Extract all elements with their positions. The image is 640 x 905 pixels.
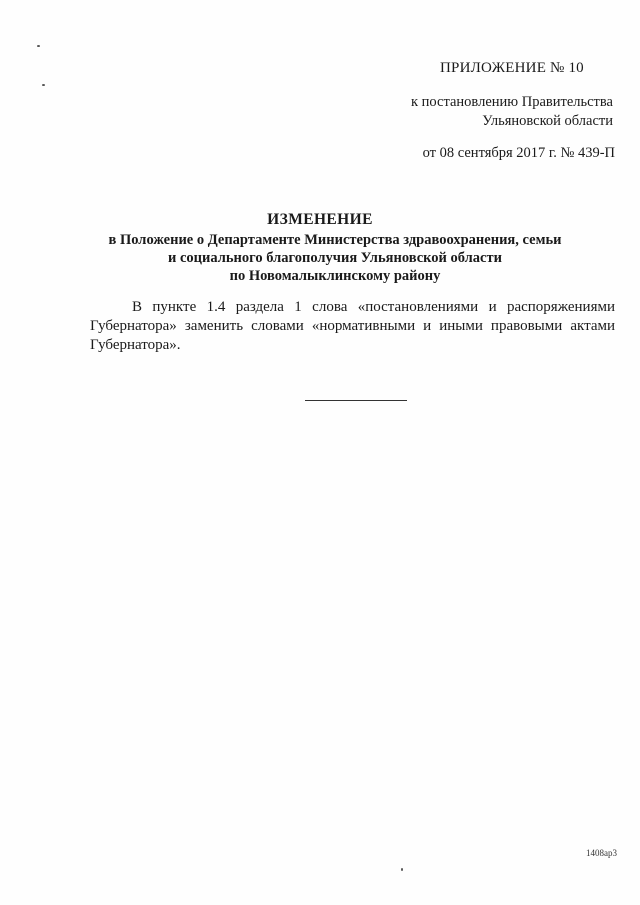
subtitle-line: и социального благополучия Ульяновской области [168,250,502,266]
appendix-label: ПРИЛОЖЕНИЕ № 10 [440,60,584,76]
resolution-line: Ульяновской области [482,113,613,129]
resolution-line: к постановлению Правительства [411,94,613,110]
scan-speck [37,45,40,47]
document-subtitle [100,231,570,285]
subtitle-line: по Новомалыклинскому району [229,268,441,284]
subtitle-line: в Положение о Департаменте Министерства здравоохранения, семьи [108,232,562,248]
scan-speck [401,868,403,871]
resolution-date: от 08 сентября 2017 г. № 439-П [422,145,615,161]
body-paragraph: В пункте 1.4 раздела 1 слова «постановлениями и распоряжениями Губернатора» заменить словами «нормативными и иными правовыми актами Губернатора». [90,299,615,353]
closing-separator-line [305,400,407,401]
footer-document-code: 1408ap3 [586,848,617,858]
resolution-reference [403,93,613,131]
scan-speck [42,84,45,86]
document-title: ИЗМЕНЕНИЕ [267,211,373,228]
